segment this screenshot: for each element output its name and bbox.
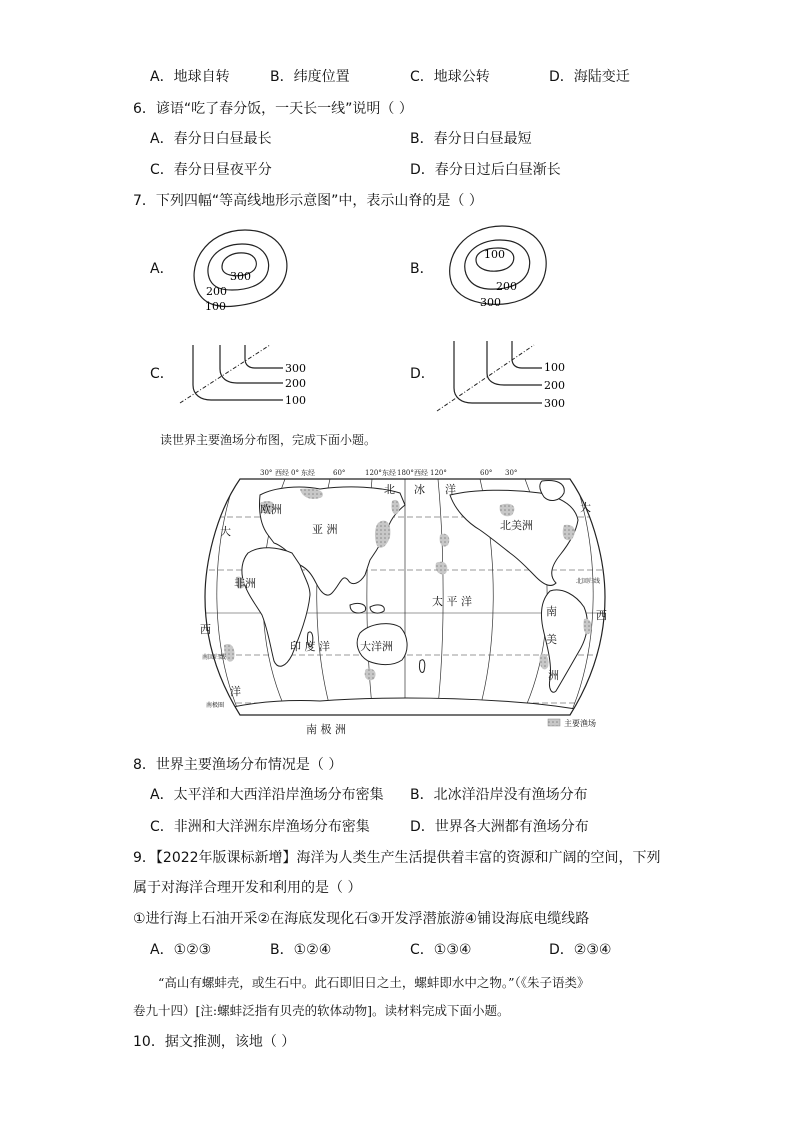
label-asia: 亚 洲: [312, 523, 338, 536]
label-antarctica: 南 极 洲: [306, 723, 346, 736]
label-tropic-cancer: 北回归线: [576, 578, 601, 585]
contour-map-b: [440, 222, 560, 322]
label-tropic-capricorn: 南回归线: [202, 654, 227, 661]
label-south-america-2: 美: [546, 633, 557, 646]
q8-option-a: A．太平洋和大西洋沿岸渔场分布密集: [150, 787, 384, 803]
lon-label-3: 0°: [291, 469, 299, 477]
q10-stem: 10．据文推测，该地（ ）: [133, 1034, 296, 1050]
lon-label-10: 120°: [430, 469, 447, 477]
contour-label-d-300: 300: [544, 397, 565, 410]
quote-line-1: “高山有螺蚌壳，或生石中。此石即旧日之土，螺蚌即水中之物。”（《朱子语类》: [158, 975, 590, 990]
world-fishery-map: [200, 465, 610, 740]
q6-stem: 6．谚语“吃了春分饭，一天长一线”说明（ ）: [133, 101, 413, 117]
contour-label-d-200: 200: [544, 379, 565, 392]
q6-option-d: D．春分日过后白昼渐长: [410, 162, 561, 178]
q6-option-c: C．春分日昼夜平分: [150, 162, 272, 178]
contour-label-a-200: 200: [206, 285, 227, 298]
contour-map-c: [175, 333, 315, 413]
contour-label-a-100: 100: [205, 300, 226, 313]
contour-label-b-100: 100: [484, 248, 505, 261]
legend-label: 主要渔场: [564, 719, 596, 728]
lon-label-8: 180°: [397, 469, 414, 477]
map-intro: 读世界主要渔场分布图，完成下面小题。: [160, 433, 377, 447]
q7-option-b: B．: [410, 261, 434, 277]
q9-option-a: A．①②③: [150, 942, 212, 958]
q9-items: ①进行海上石油开采②在海底发现化石③开发浮潜旅游④铺设海底电缆线路: [133, 911, 590, 927]
lon-label-2: 西经: [275, 469, 289, 477]
q6-option-a: A．春分日白昼最长: [150, 131, 272, 147]
label-atlantic-left-2: 西: [200, 623, 211, 636]
lon-label-4: 东经: [301, 469, 315, 477]
label-north-america: 北美洲: [500, 519, 533, 532]
q6-option-b: B．春分日白昼最短: [410, 131, 532, 147]
contour-label-d-100: 100: [544, 361, 565, 374]
lon-label-9: 西经: [414, 469, 428, 477]
q9-option-b: B．①②④: [270, 942, 332, 958]
label-atlantic-left-3: 洋: [230, 685, 241, 698]
contour-label-b-300: 300: [480, 296, 501, 309]
label-pacific: 太 平 洋: [432, 595, 472, 608]
q9-option-d: D．②③④: [549, 942, 612, 958]
q7-option-c: C．: [150, 366, 174, 382]
label-arctic-2: 冰: [414, 483, 425, 496]
quote-line-2: 卷九十四）[注:螺蚌泛指有贝壳的软体动物]。读材料完成下面小题。: [133, 1003, 510, 1018]
q8-stem: 8．世界主要渔场分布情况是（ ）: [133, 757, 343, 773]
label-indian-ocean: 印 度 洋: [290, 640, 330, 653]
lon-label-12: 30°: [505, 469, 518, 477]
label-atlantic-right-2: 西: [596, 609, 607, 622]
q5-option-a: A．地球自转: [150, 69, 230, 85]
label-atlantic-left-1: 大: [220, 525, 231, 538]
q5-option-c: C．地球公转: [410, 69, 490, 85]
q9-stem-line-1: 9．【2022年版课标新增】海洋为人类生产生活提供着丰富的资源和广阔的空间，下列: [133, 850, 661, 866]
q5-option-b: B．纬度位置: [270, 69, 350, 85]
label-arctic-3: 洋: [445, 483, 456, 496]
label-atlantic-right-1: 大: [580, 501, 591, 514]
q9-stem-line-2: 属于对海洋合理开发和利用的是（ ）: [133, 880, 362, 896]
q8-option-c: C．非洲和大洋洲东岸渔场分布密集: [150, 819, 370, 835]
q7-stem: 7．下列四幅“等高线地形示意图”中，表示山脊的是（ ）: [133, 193, 483, 209]
label-south-america-3: 洲: [548, 669, 559, 682]
q8-option-b: B．北冰洋沿岸没有渔场分布: [410, 787, 588, 803]
q8-option-d: D．世界各大洲都有渔场分布: [410, 819, 589, 835]
label-africa: 非洲: [234, 577, 256, 590]
contour-label-a-300: 300: [230, 270, 251, 283]
label-antarctic-circle: 南极圈: [206, 702, 225, 709]
label-oceania: 大洋洲: [360, 640, 393, 653]
lon-label-7: 东经: [382, 469, 396, 477]
q9-option-c: C．①③④: [410, 942, 472, 958]
label-arctic-1: 北: [384, 483, 395, 496]
lon-label-6: 120°: [365, 469, 382, 477]
lon-label-1: 30°: [260, 469, 273, 477]
contour-map-a: [180, 222, 300, 322]
contour-map-d: [432, 333, 572, 415]
lon-label-11: 60°: [480, 469, 493, 477]
contour-label-c-200: 200: [285, 377, 306, 390]
contour-label-c-300: 300: [285, 362, 306, 375]
q5-option-d: D．海陆变迁: [549, 69, 630, 85]
longitude-labels: [260, 468, 517, 477]
legend-swatch: [548, 719, 560, 726]
contour-label-c-100: 100: [285, 394, 306, 407]
q7-option-a: A．: [150, 261, 174, 277]
q7-option-d: D．: [410, 366, 435, 382]
lon-label-5: 60°: [333, 469, 346, 477]
label-south-america-1: 南: [546, 605, 557, 618]
contour-label-b-200: 200: [496, 280, 517, 293]
label-europe: 欧洲: [260, 503, 282, 516]
